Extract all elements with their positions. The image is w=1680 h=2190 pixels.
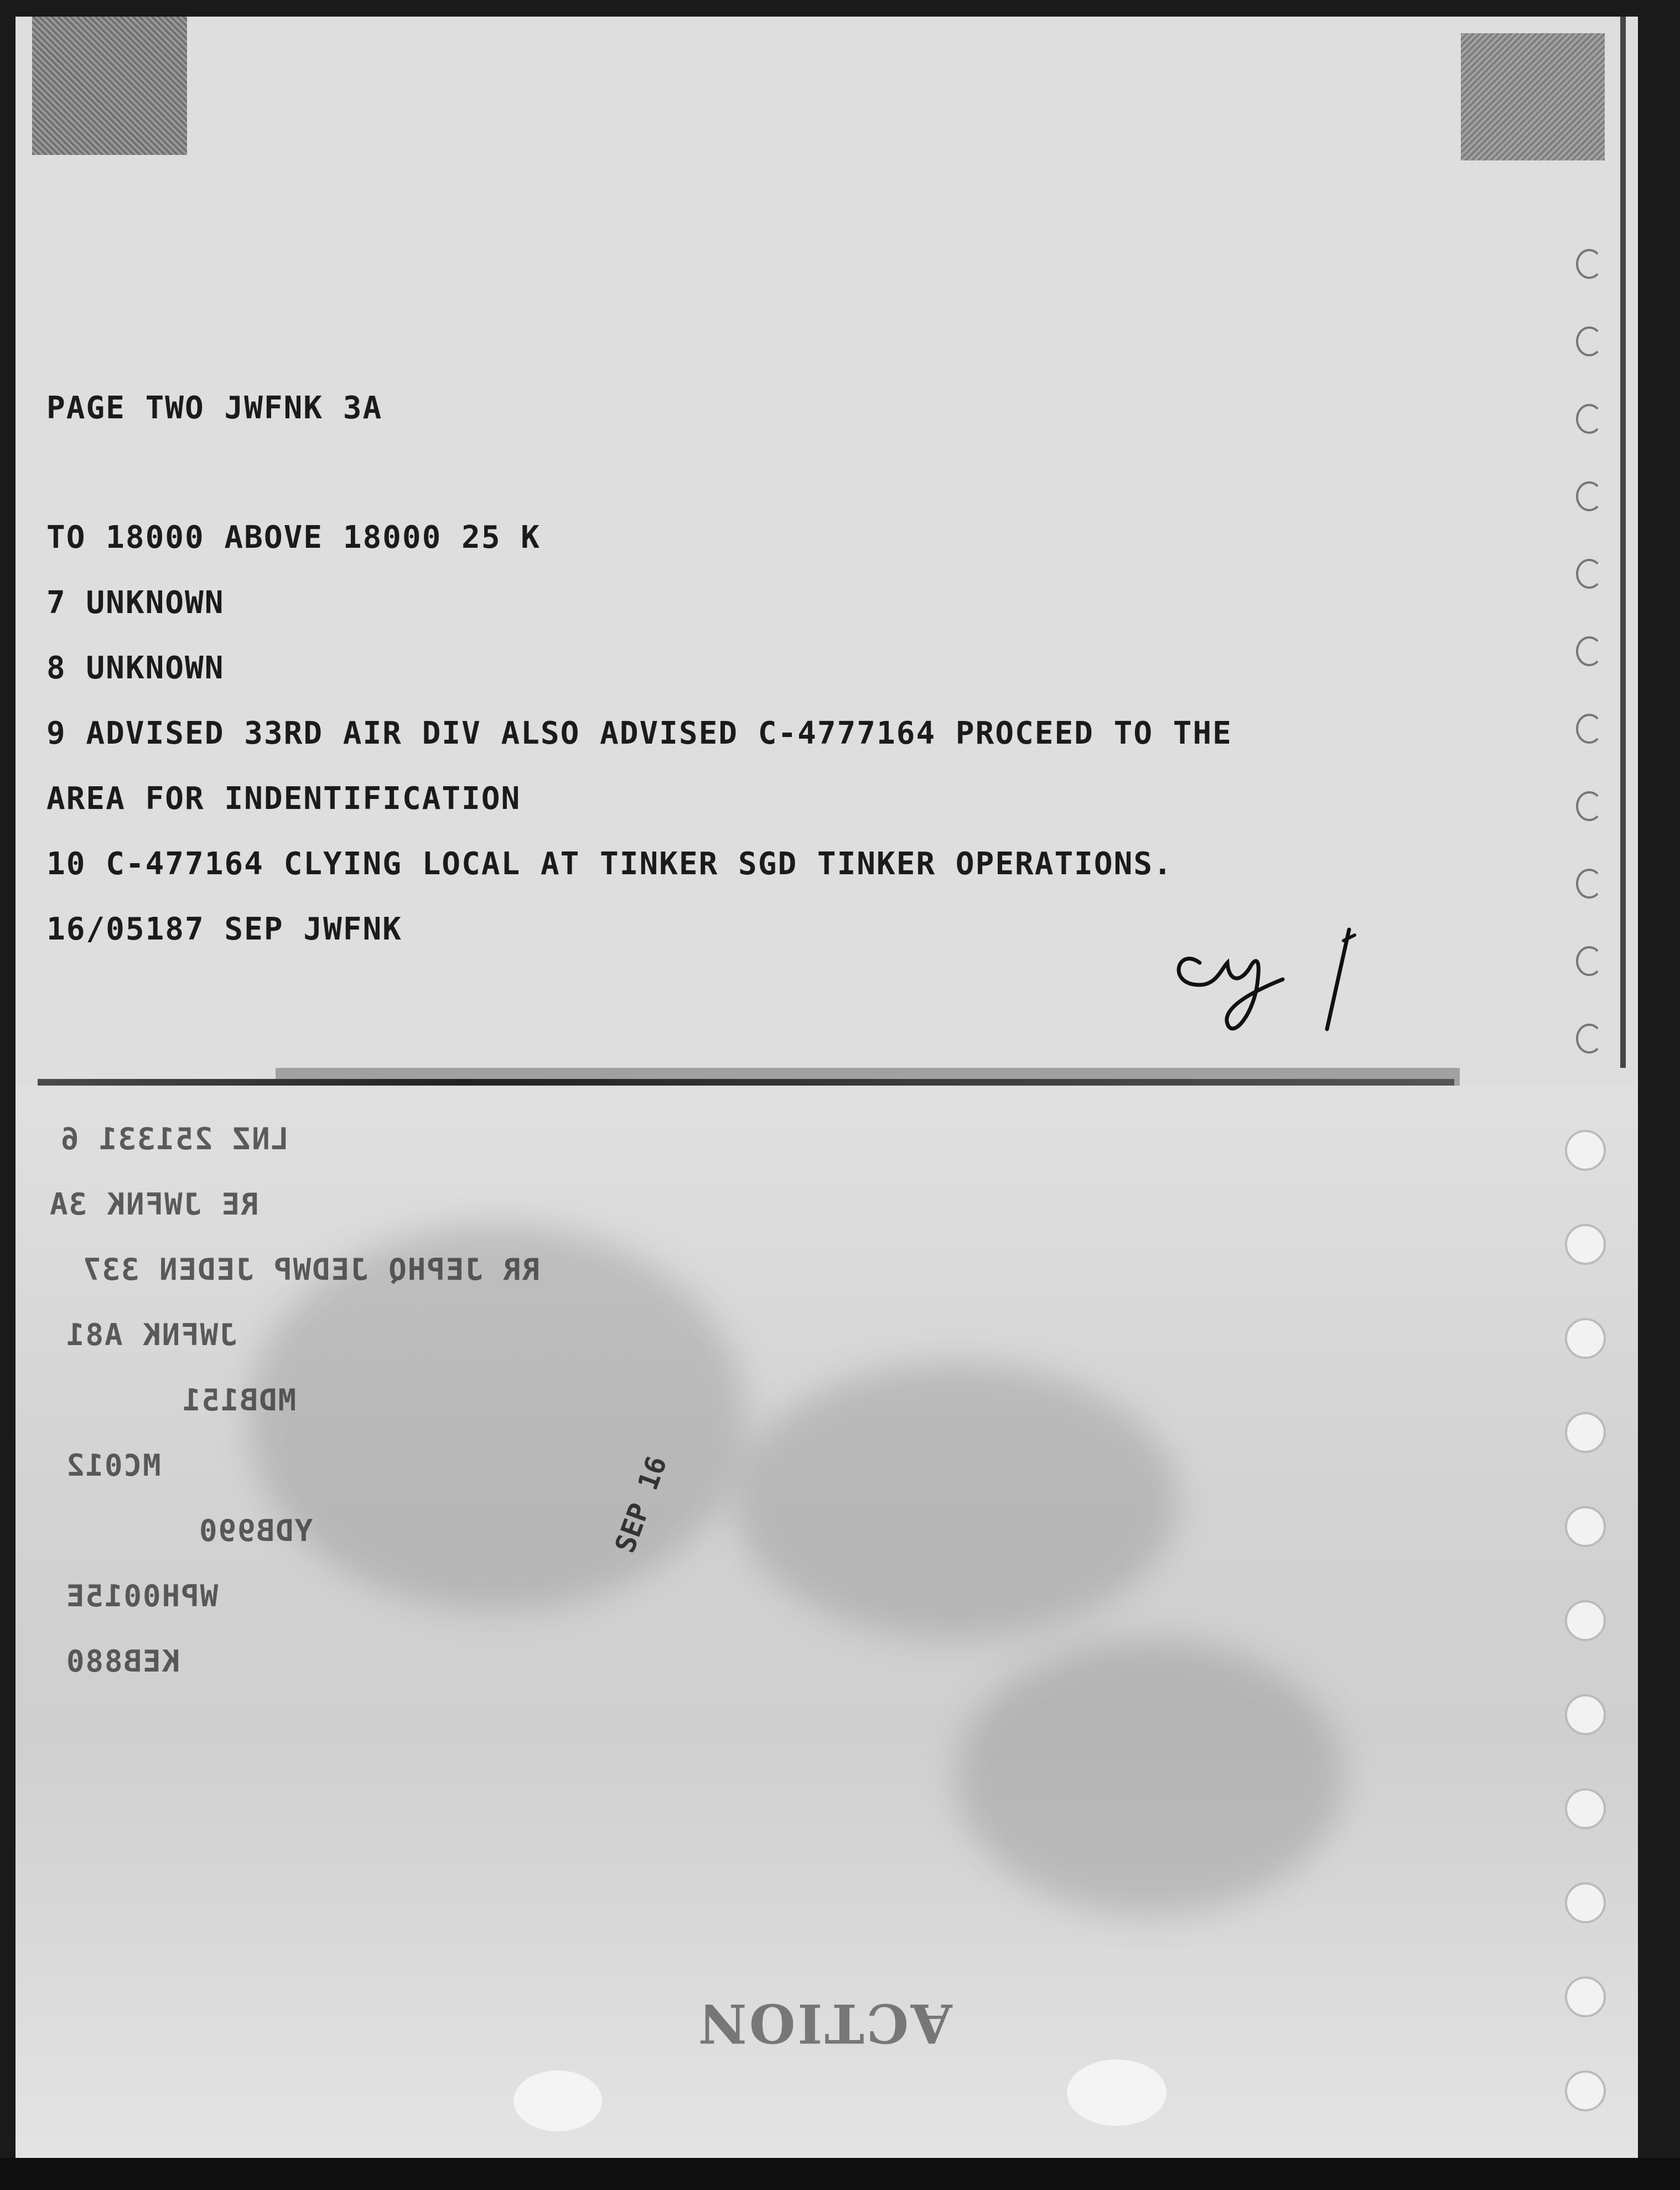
bleed-through-line: WPH0015E (65, 1579, 219, 1613)
sprocket-hole (1576, 326, 1603, 356)
sprocket-hole (1576, 946, 1603, 976)
sprocket-hole (1565, 1130, 1606, 1171)
message-line: 9 ADVISED 33RD AIR DIV ALSO ADVISED C-4777164 PROCEED TO THE (46, 715, 1232, 751)
smudge (956, 1639, 1344, 1916)
sprocket-hole (1565, 1412, 1606, 1453)
date-stamp: SEP 16 (609, 1452, 673, 1557)
scan-artifact-top-left (32, 17, 187, 155)
sprocket-hole (1565, 1788, 1606, 1829)
bleed-through-line: LNZ 251331 6 (60, 1122, 289, 1156)
page-header: PAGE TWO JWFNK 3A (46, 390, 383, 426)
sprocket-hole (1565, 1694, 1606, 1735)
message-line: TO 18000 ABOVE 18000 25 K (46, 520, 541, 556)
teletype-page (15, 17, 1638, 2163)
bleed-through-line: MC012 (65, 1448, 161, 1483)
message-line: 8 UNKNOWN (46, 650, 225, 686)
sprocket-hole (1576, 404, 1603, 434)
sprocket-hole (1565, 1600, 1606, 1641)
page-edge (1620, 17, 1626, 1068)
sprocket-hole (1576, 481, 1603, 511)
smudge (735, 1362, 1178, 1639)
bleed-through-line: MDB151 (182, 1383, 297, 1418)
sprocket-hole (1576, 636, 1603, 666)
sprocket-hole (1565, 1224, 1606, 1265)
paper-damage (1067, 2059, 1166, 2126)
sprocket-hole (1565, 1318, 1606, 1359)
sprocket-hole (1576, 791, 1603, 821)
handwritten-signature (1166, 924, 1399, 1051)
bleed-through-line: YDB990 (198, 1513, 313, 1548)
sprocket-hole (1576, 869, 1603, 899)
message-line: 10 C-477164 CLYING LOCAL AT TINKER SGD TINKER OPERATIONS. (46, 846, 1173, 882)
bleed-through-line: RR JEPHQ JEDWP JEDEN 337 (82, 1252, 541, 1287)
scan-border (0, 2158, 1680, 2190)
sprocket-hole (1565, 1882, 1606, 1923)
paper-damage (514, 2070, 602, 2131)
sprocket-hole (1565, 2070, 1606, 2111)
message-line: 7 UNKNOWN (46, 585, 225, 621)
sprocket-hole (1576, 714, 1603, 744)
sprocket-hole (1576, 1024, 1603, 1054)
scan-artifact-top-right (1461, 33, 1605, 160)
sprocket-hole (1565, 1976, 1606, 2017)
bleed-through-line: RE JWFNK 3A (49, 1187, 259, 1222)
message-line: 16/05187 SEP JWFNK (46, 911, 402, 947)
sprocket-hole (1565, 1506, 1606, 1547)
sprocket-hole (1576, 559, 1603, 589)
action-stamp: ACTION (696, 1992, 952, 2054)
bleed-through-line: KEB880 (65, 1644, 180, 1679)
message-line: AREA FOR INDENTIFICATION (46, 781, 521, 817)
bleed-through-line: JWFNK A81 (65, 1317, 237, 1352)
sprocket-hole (1576, 249, 1603, 279)
